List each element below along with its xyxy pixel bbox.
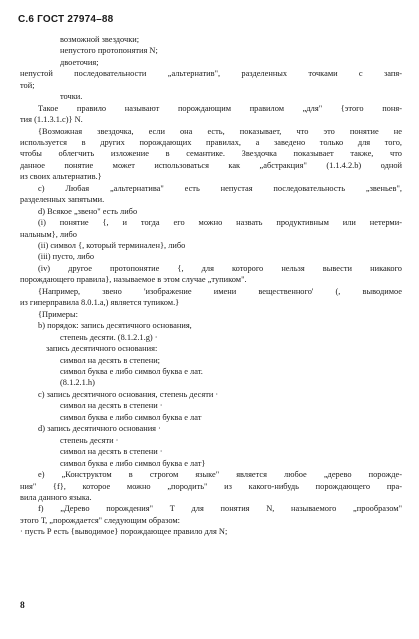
text-line: из своих альтернатив.} — [20, 172, 102, 182]
text-line: разделенных запятыми. — [20, 195, 105, 205]
document-body — [20, 34, 402, 538]
text-line: {Возможная звездочка, если она есть, показывает, что это понятие не — [38, 126, 402, 136]
text-line: возможной звездочки; — [60, 35, 140, 44]
text-line: данное понятие может использоваться как „абстракция" (1.1.4.2.b) одной — [20, 160, 402, 170]
text-line: вила данного языка. — [20, 492, 92, 502]
text-line: е) „Конструктом в строгом языке" является любое „дерево порожде- — [38, 470, 402, 480]
text-line: тия (1.1.3.1.с)} N. — [20, 115, 83, 125]
text-line: точки. — [60, 92, 83, 102]
text-line: символ на десять в степени; — [60, 355, 161, 365]
text-line: этого Т, „порождается" следующим образом: — [20, 515, 180, 525]
text-line: f) „Дерево порождения" Т для понятия N, называемого „прообразом" — [38, 504, 402, 514]
text-line: символ буква е либо символ буква е лат — [60, 412, 202, 422]
text-line: используется в других порождающих правилах, а заведено только для того, — [20, 138, 402, 148]
text-line: непустой последовательности „альтернатив", разделенных точками с запя- — [20, 69, 402, 79]
text-line: запись десятичного основания: — [46, 344, 158, 354]
text-line: d) запись десятичного основания · — [38, 424, 161, 434]
text-line: двоеточия; — [60, 57, 99, 67]
page-number: 8 — [20, 601, 25, 611]
text-line: с) запись десятичного основания, степень десяти · — [38, 389, 219, 399]
text-line: степень десяти · — [60, 435, 119, 445]
text-line: {Примеры: — [38, 309, 78, 319]
text-line: · пусть Р есть {выводимое} порождающее правило для N; — [20, 527, 228, 537]
text-line: (i) понятие {, и тогда его можно назвать продуктивным или нетерми- — [38, 218, 402, 228]
page-header: С.6 ГОСТ 27974–88 — [18, 14, 114, 25]
text-line: чтобы облегчить изложение в семантике. Звездочка показывает также, что — [20, 149, 402, 159]
text-line: из гиперправила 8.0.1.a,) является тупиком.} — [20, 298, 180, 308]
text-line: той; — [20, 80, 35, 90]
text-line: d) Всякое „звено" есть либо — [38, 206, 138, 216]
text-line: порождающего правила}, называемое в этом случае „тупиком". — [20, 275, 247, 285]
text-line: b) порядок: запись десятичного основания, — [38, 321, 192, 331]
text-line: символ буква е либо символ буква е лат. — [60, 366, 203, 376]
text-line: (ii) символ {, который терминален}, либо — [38, 241, 186, 251]
text-line: ния" {f}, которое можно „породить" из какого-нибудь порождающего пра- — [20, 481, 402, 491]
text-line: (iv) другое протопонятие {, для которого нельзя вывести никакого — [38, 263, 402, 273]
text-line: степень десяти. (8.1.2.1.g) · — [60, 332, 158, 342]
text-line: {Например, звено 'изображение имени вещественного' (, выводимое — [38, 286, 402, 296]
text-line: символ на десять в степени · — [60, 401, 163, 411]
text-line: нальным}, либо — [20, 229, 77, 239]
text-line: (8.1.2.1.h) — [60, 378, 95, 388]
text-line: Такое правило называют порождающим правилом „для" {этого поня- — [38, 103, 402, 113]
text-line: символ буква е либо символ буква е лат} — [60, 458, 206, 468]
text-line: непустого протопонятия N; — [60, 46, 158, 56]
text-line: (iii) пусто, либо — [38, 252, 95, 262]
text-line: с) Любая „альтернатива" есть непустая последовательность „звеньев", — [38, 183, 402, 193]
text-line: символ на десять в степени · — [60, 447, 163, 457]
